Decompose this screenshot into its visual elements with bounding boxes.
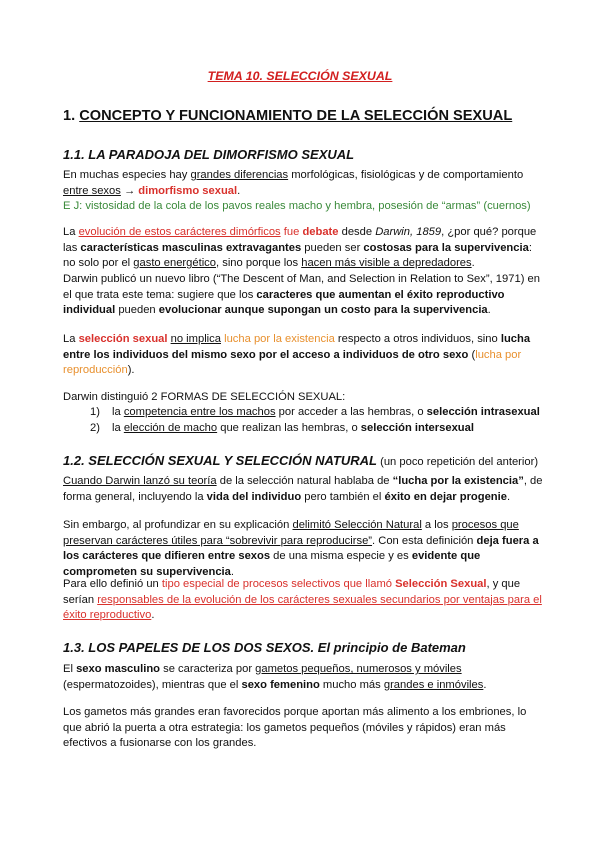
list-item: 1) la competencia entre los machos por acceder a las hembras, o selección intrasexual	[90, 406, 540, 418]
paragraph-example: E J: vistosidad de la cola de los pavos reales macho y hembra, posesión de “armas” (cuernos)	[63, 200, 531, 212]
paragraph-gametos: El sexo masculino se caracteriza por gametos pequeños, numerosos y móviles (espermatozoides), mientras que el sexo femenino mucho más grandes e inmóviles.	[63, 663, 487, 691]
paragraph-debate: La evolución de estos carácteres dimórficos fue debate desde Darwin, 1859, ¿por qué? porque las características masculinas extravagantes pueden ser costosas para la supervivencia: no solo por el gasto energético, sino porque los hacen más visible a depredadores.	[63, 226, 537, 270]
paragraph-gametos-grandes: Los gametos más grandes eran favorecidos porque aportan más alimento a los embriones, lo que abrió la puerta a otra estrategia: los gametos pequeños (móviles y rápidos) eran más efectivos a fusionarse con los grandes.	[63, 706, 527, 750]
section-1-3-heading: 1.3. LOS PAPELES DE LOS DOS SEXOS. El principio de Bateman	[63, 640, 466, 655]
paragraph-dimorfismo: En muchas especies hay grandes diferencias morfológicas, fisiológicas y de comportamiento entre sexos → dimorfismo sexual.	[63, 169, 524, 197]
paragraph-darwin-teoria: Cuando Darwin lanzó su teoría de la selección natural hablaba de “lucha por la existencia”, de forma general, incluyendo la vida del individuo pero también el éxito en dejar progenie.	[63, 475, 543, 503]
paragraph-formas: Darwin distinguió 2 FORMAS DE SELECCIÓN SEXUAL:	[63, 391, 346, 403]
paragraph-definio: Para ello definió un tipo especial de procesos selectivos que llamó Selección Sexual, y que serían responsables de la evolución de los carácteres sexuales secundarios por ventajas para el éxito reproductivo.	[63, 578, 542, 622]
section-1-2-heading: 1.2. SELECCIÓN SEXUAL Y SELECCIÓN NATURAL (un poco repetición del anterior)	[63, 453, 539, 468]
list-item: 2) la elección de macho que realizan las hembras, o selección intersexual	[90, 422, 474, 434]
paragraph-seleccion-sexual: La selección sexual no implica lucha por la existencia respecto a otros individuos, sino lucha entre los individuos del mismo sexo por el acceso a individuos de otro sexo (lucha por reproducción).	[63, 333, 531, 377]
paragraph-descent-of-man: Darwin publicó un nuevo libro (“The Descent of Man, and Selection in Relation to Sex”, 1971) en el que trata este tema: sugiere que los caracteres que aumentan el éxito reproductivo individual pueden evolucionar aunque supongan un costo para la supervivencia.	[63, 273, 540, 317]
section-1-heading: 1. CONCEPTO Y FUNCIONAMIENTO DE LA SELECCIÓN SEXUAL	[63, 108, 513, 124]
document-title: TEMA 10. SELECCIÓN SEXUAL	[207, 69, 393, 83]
section-1-1-heading: 1.1. LA PARADOJA DEL DIMORFISMO SEXUAL	[63, 147, 355, 162]
paragraph-sin-embargo: Sin embargo, al profundizar en su explicación delimitó Selección Natural a los procesos que preservan carácteres útiles para “sobrevivir para reproducirse”. Con esta definición deja fuera a los carácteres que difieren entre sexos de una misma especie y es evidente que comprometen su supervivencia.	[63, 519, 539, 578]
